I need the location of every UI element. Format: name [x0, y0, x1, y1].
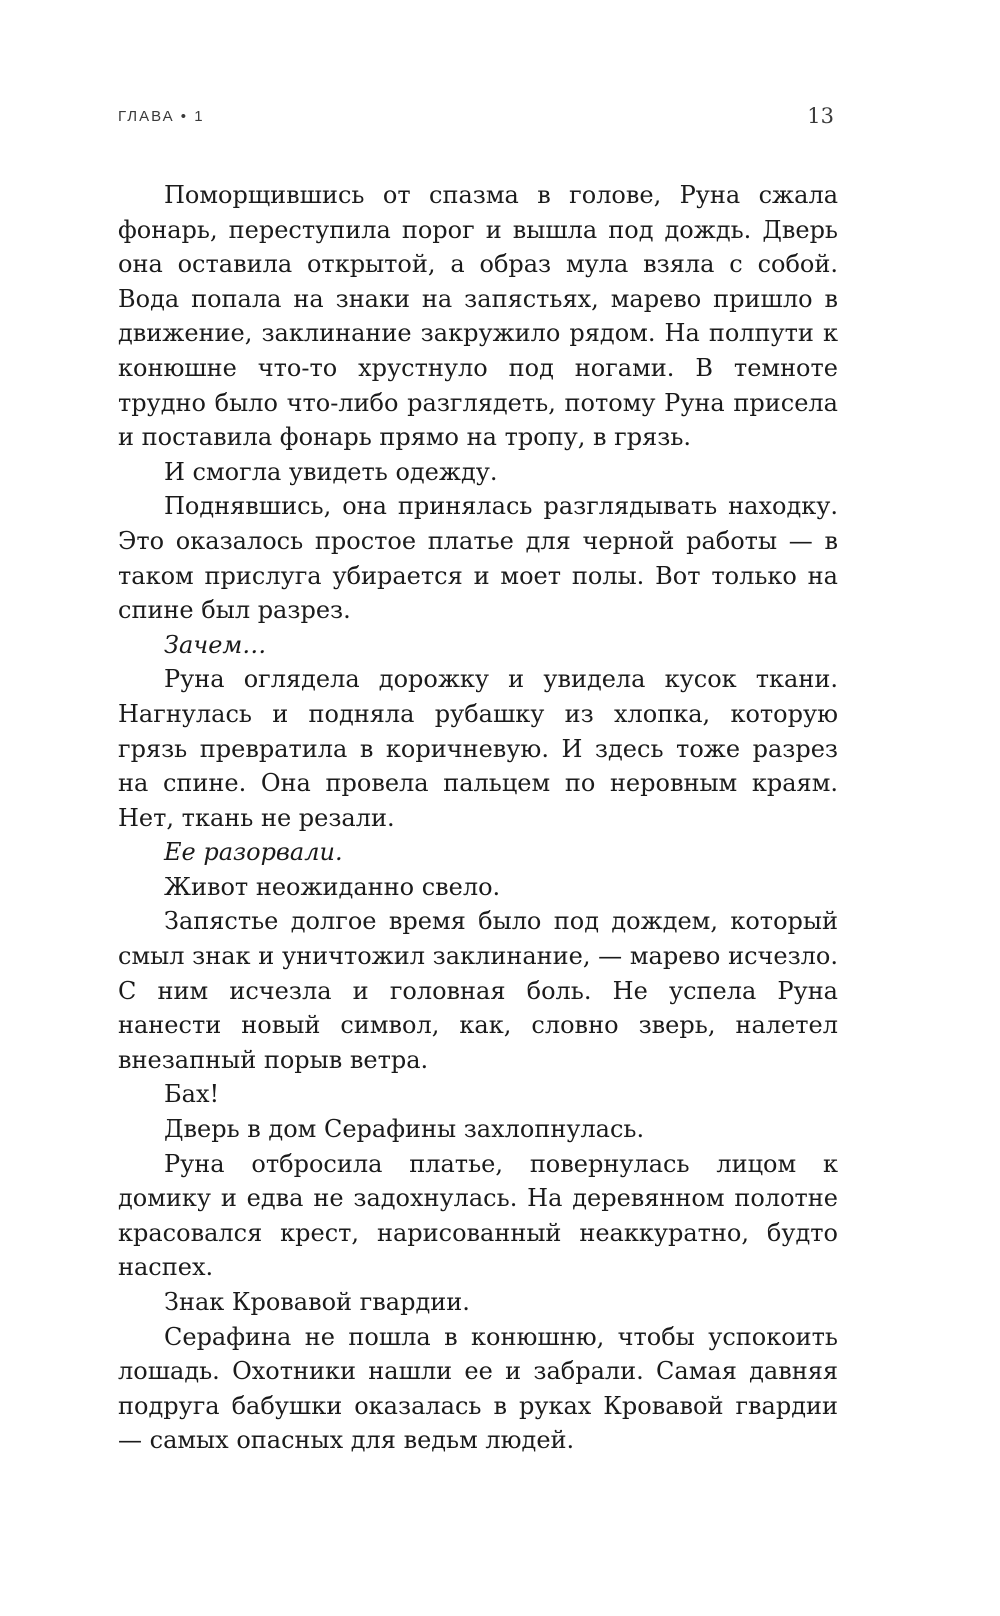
paragraph: Запястье долгое время было под дождем, который смыл знак и уничтожил заклинание, — марево исчезло. С ним исчезла и головная боль. Не успела Руна нанести новый символ, как, словно зверь, налетел внезапный порыв ветра.: [118, 907, 838, 1074]
paragraph-italic: Зачем…: [164, 630, 267, 659]
paragraph: Дверь в дом Серафины захлопнулась.: [164, 1115, 645, 1144]
paragraph: Знак Кровавой гвардии.: [164, 1288, 470, 1316]
page-number: 13: [807, 104, 834, 128]
chapter-label: ГЛАВА • 1: [118, 108, 205, 125]
running-head: [118, 104, 834, 134]
paragraph: Бах!: [164, 1080, 220, 1109]
paragraph: Живот неожиданно свело.: [164, 872, 501, 901]
paragraph: Поморщившись от спазма в голове, Руна сжала фонарь, переступила порог и вышла под дождь. Дверь она оставила открытой, а образ мула взяла с собой. Вода попала на знаки на запястьях, марево пришло в движение, заклинание закружило рядом. На полпути к конюшне что-то хрустнуло под ногами. В темноте трудно было что-либо разглядеть, потому Руна присела и поставила фонарь прямо на тропу, в грязь.: [118, 181, 838, 452]
paragraph: Руна отбросила платье, повернулась лицом к домику и едва не задохнулась. На деревянном полотне красовался крест, нарисованный неаккуратно, будто наспех.: [118, 1149, 838, 1282]
body-text: [118, 178, 838, 1458]
paragraph: Поднявшись, она принялась разглядывать находку. Это оказалось простое платье для черной работы — в таком прислуга убирается и моет полы. Вот только на спине был разрез.: [118, 492, 838, 625]
paragraph: Серафина не пошла в конюшню, чтобы успокоить лошадь. Охотники нашли ее и забрали. Самая давняя подруга бабушки оказалась в руках Кровавой гвардии — самых опасных для ведьм людей.: [118, 1322, 838, 1455]
paragraph-italic: Ее разорвали.: [164, 838, 343, 867]
paragraph: Руна оглядела дорожку и увидела кусок ткани. Нагнулась и подняла рубашку из хлопка, которую грязь превратила в коричневую. И здесь тоже разрез на спине. Она провела пальцем по неровным краям. Нет, ткань не резали.: [118, 665, 838, 832]
paragraph: И смогла увидеть одежду.: [164, 457, 498, 486]
